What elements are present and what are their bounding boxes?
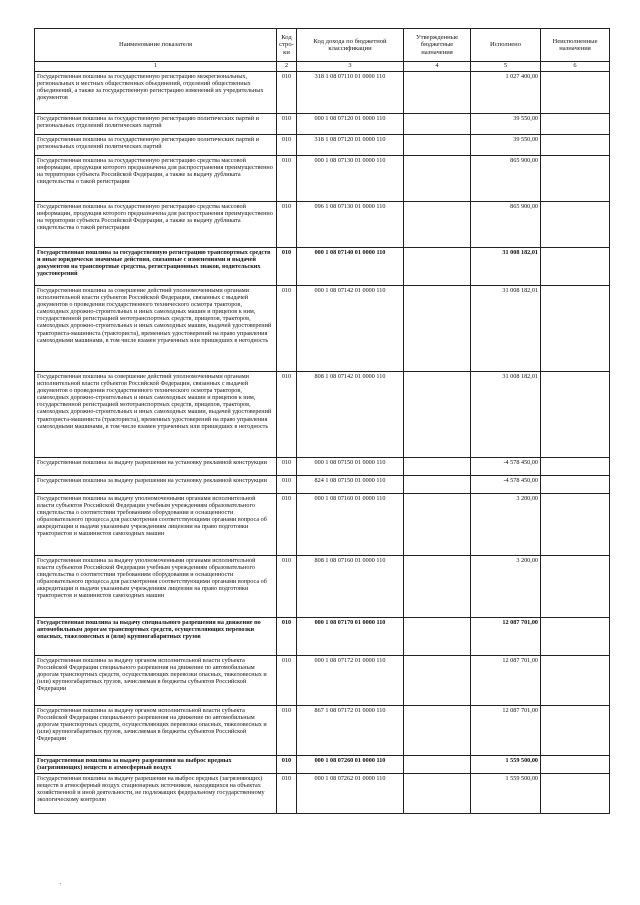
row-unexecuted (541, 135, 610, 156)
row-income-code: 000 1 08 07260 01 0000 110 (297, 756, 404, 774)
row-income-code: 000 1 08 07170 01 0000 110 (297, 618, 404, 656)
row-unexecuted (541, 774, 610, 814)
row-income-code: 000 1 08 07140 01 0000 110 (297, 248, 404, 286)
col-number: 4 (404, 62, 471, 72)
row-approved (404, 202, 471, 248)
row-approved (404, 156, 471, 202)
row-approved (404, 248, 471, 286)
table-body (35, 72, 610, 814)
row-income-code: 808 1 08 07160 01 0000 110 (297, 556, 404, 618)
row-line-code: 010 (277, 618, 297, 656)
row-unexecuted (541, 494, 610, 556)
row-approved (404, 72, 471, 114)
table-row (35, 458, 610, 476)
row-line-code: 010 (277, 458, 297, 476)
row-executed: -4 578 450,00 (471, 458, 541, 476)
row-line-code: 010 (277, 656, 297, 706)
row-line-code: 010 (277, 72, 297, 114)
table-row (35, 202, 610, 248)
row-name: Государственная пошлина за выдачу органом исполнительной власти субъекта Российской Федерации специального разрешения на движение по автомобильным дорогам транспортных средств, осуществляющих перевозки опасных, тяжеловесных и (или) крупногабаритных грузов, зачисляемая в бюджеты субъектов Российской Федерации (35, 656, 277, 706)
row-unexecuted (541, 618, 610, 656)
row-name: Государственная пошлина за выдачу органом исполнительной власти субъекта Российской Федерации специального разрешения на движение по автомобильным дорогам транспортных средств, осуществляющих перевозки опасных, тяжеловесных и (или) крупногабаритных грузов, зачисляемая в бюджеты субъектов Российской Федерации (35, 706, 277, 756)
col-number: 5 (471, 62, 541, 72)
table-row (35, 156, 610, 202)
col-number: 3 (297, 62, 404, 72)
col-number: 6 (541, 62, 610, 72)
row-executed: 12 087 701,00 (471, 656, 541, 706)
row-approved (404, 114, 471, 135)
row-approved (404, 706, 471, 756)
row-line-code: 010 (277, 556, 297, 618)
row-executed: 39 550,00 (471, 114, 541, 135)
row-executed: 31 008 182,01 (471, 248, 541, 286)
row-income-code: 000 1 08 07142 01 0000 110 (297, 286, 404, 372)
row-income-code: 000 1 08 07120 01 0000 110 (297, 114, 404, 135)
row-executed: 12 087 701,00 (471, 618, 541, 656)
table-row (35, 248, 610, 286)
row-name: Государственная пошлина за выдачу уполномоченными органами исполнительной власти субъектов Российской Федерации учебным учреждениям образовательного свидетельства о соответствии требованиям оборудования и оснащенности образовательного процесса для рассмотрения соответствующими органами вопроса об аккредитации и выдачи указанным учреждениям лицензии на право подготовки трактористов и машинистов самоходных машин (35, 494, 277, 556)
row-approved (404, 286, 471, 372)
row-income-code: 824 1 08 07150 01 0000 110 (297, 476, 404, 494)
row-income-code: 318 1 08 07110 01 0000 110 (297, 72, 404, 114)
col-number: 1 (35, 62, 277, 72)
row-executed: 39 550,00 (471, 135, 541, 156)
row-unexecuted (541, 248, 610, 286)
row-name: Государственная пошлина за совершение действий уполномоченными органами исполнительной власти субъектов Российской Федерации, связанных с выдачей документов о проведении государственного технического осмотра тракторов, самоходных дорожно-строительных и иных самоходных машин и прицепов к ним, государственной регистрацией мототранспортных средств, прицепов, тракторов, самоходных дорожно-строительных и иных самоходных машин, выдачей удостоверений тракториста-машиниста (тракториста), временных удостоверений на право управления самоходными машинами, в том числе взамен утраченных или пришедших в негодность (35, 372, 277, 458)
row-name: Государственная пошлина за совершение действий уполномоченными органами исполнительной власти субъектов Российской Федерации, связанных с выдачей документов о проведении государственного технического осмотра тракторов, самоходных дорожно-строительных и иных самоходных машин и прицепов к ним, государственной регистрацией мототранспортных средств, прицепов, тракторов, самоходных дорожно-строительных и иных самоходных машин, выдачей удостоверений тракториста-машиниста (тракториста), временных удостоверений на право управления самоходными машинами, в том числе взамен утраченных или пришедших в негодность (35, 286, 277, 372)
table-row (35, 286, 610, 372)
row-executed: 12 087 701,00 (471, 706, 541, 756)
row-approved (404, 618, 471, 656)
table-row (35, 774, 610, 814)
row-name: Государственная пошлина за выдачу разрешения на выброс вредных (загрязняющих) веществ в атмосферный воздух (35, 756, 277, 774)
row-line-code: 010 (277, 286, 297, 372)
row-line-code: 010 (277, 372, 297, 458)
row-name: Государственная пошлина за государственную регистрацию политических партий и региональных отделений политических партий (35, 135, 277, 156)
row-line-code: 010 (277, 202, 297, 248)
row-approved (404, 556, 471, 618)
row-line-code: 010 (277, 706, 297, 756)
row-name: Государственная пошлина за выдачу разрешения на установку рекламной конструкции (35, 476, 277, 494)
row-approved (404, 476, 471, 494)
row-approved (404, 774, 471, 814)
table-row (35, 476, 610, 494)
row-executed: 1 027 400,00 (471, 72, 541, 114)
header-unexecuted: Неисполненные назначения (541, 29, 610, 62)
row-executed: 3 200,00 (471, 494, 541, 556)
table-row (35, 72, 610, 114)
row-executed: 31 008 182,01 (471, 286, 541, 372)
row-name: Государственная пошлина за государственную регистрацию транспортных средств и иные юридически значимые действия, связанные с изменениями и выдачей документов на транспортные средства, регистрационных знаков, водительских удостоверений (35, 248, 277, 286)
row-line-code: 010 (277, 476, 297, 494)
page-mark: . (60, 880, 62, 886)
row-approved (404, 372, 471, 458)
table-row (35, 756, 610, 774)
table-row (35, 372, 610, 458)
col-number: 2 (277, 62, 297, 72)
row-executed: 31 008 182,01 (471, 372, 541, 458)
row-unexecuted (541, 556, 610, 618)
row-unexecuted (541, 756, 610, 774)
row-income-code: 867 1 08 07172 01 0000 110 (297, 706, 404, 756)
row-income-code: 000 1 08 07262 01 0000 110 (297, 774, 404, 814)
row-line-code: 010 (277, 135, 297, 156)
table-row (35, 135, 610, 156)
row-executed: 1 559 500,00 (471, 774, 541, 814)
row-name: Государственная пошлина за выдачу разрешения на установку рекламной конструкции (35, 458, 277, 476)
row-unexecuted (541, 706, 610, 756)
row-unexecuted (541, 114, 610, 135)
row-unexecuted (541, 656, 610, 706)
table-row (35, 706, 610, 756)
row-unexecuted (541, 72, 610, 114)
header-line-code: Код стро-ки (277, 29, 297, 62)
row-name: Государственная пошлина за государственную регистрацию средства массовой информации, продукция которого предназначена для распространения преимущественно на территории субъекта Российской Федерации, а также за выдачу дубликата свидетельства о такой регистрации (35, 202, 277, 248)
row-unexecuted (541, 202, 610, 248)
row-line-code: 010 (277, 756, 297, 774)
row-unexecuted (541, 372, 610, 458)
row-name: Государственная пошлина за государственную регистрацию межрегиональных, региональных и местных общественных объединений, отделений общественных объединений, а также за государственную регистрацию изменений их учредительных документов (35, 72, 277, 114)
row-unexecuted (541, 476, 610, 494)
table-row (35, 114, 610, 135)
table-row (35, 656, 610, 706)
table-row (35, 556, 610, 618)
table-row (35, 618, 610, 656)
row-name: Государственная пошлина за государственную регистрацию средства массовой информации, продукция которого предназначена для распространения преимущественно на территории субъекта Российской Федерации, а также за выдачу дубликата свидетельства о такой регистрации (35, 156, 277, 202)
header-executed: Исполнено (471, 29, 541, 62)
row-line-code: 010 (277, 774, 297, 814)
row-income-code: 318 1 08 07120 01 0000 110 (297, 135, 404, 156)
row-executed: 1 559 500,00 (471, 756, 541, 774)
row-unexecuted (541, 458, 610, 476)
row-name: Государственная пошлина за государственную регистрацию политических партий и региональных отделений политических партий (35, 114, 277, 135)
header-name: Наименование показателя (35, 29, 277, 62)
row-approved (404, 135, 471, 156)
row-income-code: 000 1 08 07130 01 0000 110 (297, 156, 404, 202)
row-line-code: 010 (277, 494, 297, 556)
row-executed: -4 578 450,00 (471, 476, 541, 494)
row-executed: 865 900,00 (471, 202, 541, 248)
row-approved (404, 756, 471, 774)
row-approved (404, 494, 471, 556)
row-line-code: 010 (277, 248, 297, 286)
row-income-code: 808 1 08 07142 01 0000 110 (297, 372, 404, 458)
row-executed: 3 200,00 (471, 556, 541, 618)
header-approved: Утвержденные бюджетные назначения (404, 29, 471, 62)
row-income-code: 096 1 08 07130 01 0000 110 (297, 202, 404, 248)
row-line-code: 010 (277, 114, 297, 135)
row-income-code: 000 1 08 07150 01 0000 110 (297, 458, 404, 476)
header-row (35, 29, 610, 62)
row-name: Государственная пошлина за выдачу уполномоченными органами исполнительной власти субъектов Российской Федерации учебным учреждениям образовательного свидетельства о соответствии требованиям оборудования и оснащенности образовательного процесса для рассмотрения соответствующими органами вопроса об аккредитации и выдачи указанным учреждениям лицензии на право подготовки трактористов и машинистов самоходных машин (35, 556, 277, 618)
row-line-code: 010 (277, 156, 297, 202)
row-approved (404, 656, 471, 706)
row-name: Государственная пошлина за выдачу специального разрешения на движение по автомобильным дорогам транспортных средств, осуществляющих перевозки опасных, тяжеловесных и (или) крупногабаритных грузов (35, 618, 277, 656)
row-unexecuted (541, 286, 610, 372)
row-unexecuted (541, 156, 610, 202)
row-approved (404, 458, 471, 476)
row-executed: 865 900,00 (471, 156, 541, 202)
row-income-code: 000 1 08 07172 01 0000 110 (297, 656, 404, 706)
row-income-code: 000 1 08 07160 01 0000 110 (297, 494, 404, 556)
budget-execution-table (34, 28, 610, 814)
row-name: Государственная пошлина за выдачу разрешения на выброс вредных (загрязняющих) веществ в атмосферный воздух стационарных источников, находящихся на объектах хозяйственной и иной деятельности, не подлежащих федеральному государственному экологическому контролю (35, 774, 277, 814)
header-income-code: Код дохода по бюджетной классификации (297, 29, 404, 62)
column-number-row (35, 62, 610, 72)
table-row (35, 494, 610, 556)
